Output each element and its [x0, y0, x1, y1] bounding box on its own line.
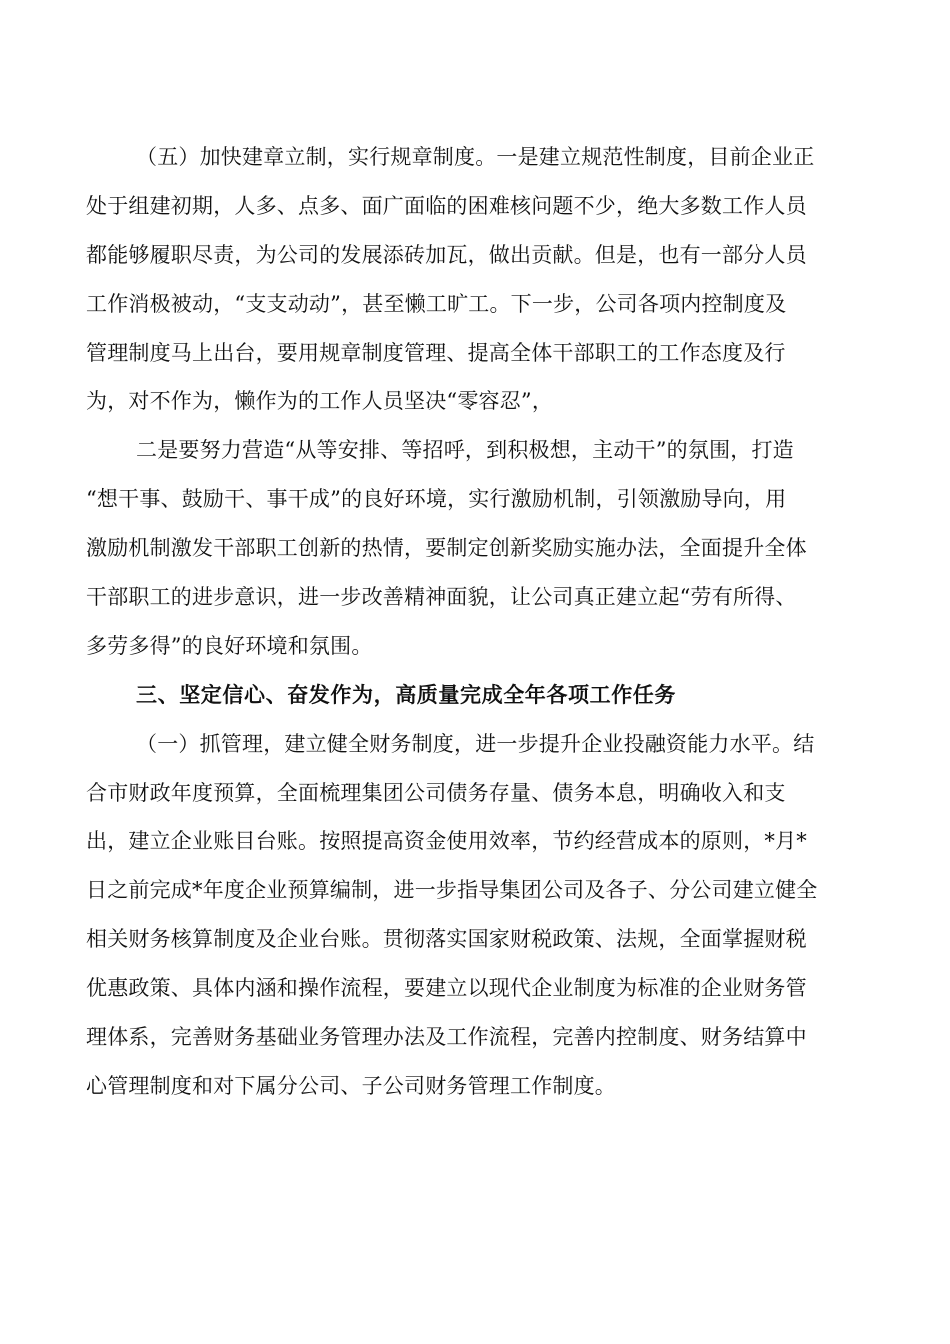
paragraph-line: 相关财务核算制度及企业台账。贯彻落实国家财税政策、法规，全面掌握财税 — [86, 927, 807, 952]
paragraph-line: “想干事、鼓励干、事干成”的良好环境，实行激励机制，引领激励导向，用 — [86, 487, 787, 512]
paragraph-line: 都能够履职尽责，为公司的发展添砖加瓦，做出贡献。但是，也有一部分人员 — [86, 242, 807, 267]
paragraph-line: 出，建立企业账目台账。按照提高资金使用效率，节约经营成本的原则，*月* — [86, 829, 807, 854]
document-body — [86, 133, 866, 1111]
paragraph-line: 优惠政策、具体内涵和操作流程，要建立以现代企业制度为标准的企业财务管 — [86, 976, 807, 1001]
paragraph-line: 为，对不作为，懒作为的工作人员坚决“零容忍”， — [86, 389, 554, 414]
paragraph-line: 合市财政年度预算，全面梳理集团公司债务存量、债务本息，明确收入和支 — [86, 780, 786, 805]
paragraph-line: 二是要努力营造“从等安排、等招呼，到积极想，主动干”的氛围，打造 — [136, 438, 794, 463]
paragraph-line: （一）抓管理，建立健全财务制度，进一步提升企业投融资能力水平。结 — [136, 731, 815, 756]
section-heading: 三、坚定信心、奋发作为，高质量完成全年各项工作任务 — [136, 682, 676, 707]
paragraph-line: 干部职工的进步意识，进一步改善精神面貌，让公司真正建立起“劳有所得、 — [86, 585, 797, 610]
paragraph-line: 工作消极被动，“支支动动”，甚至懒工旷工。下一步，公司各项内控制度及 — [86, 291, 787, 316]
paragraph-line: 处于组建初期，人多、点多、面广面临的困难核问题不少，绝大多数工作人员 — [86, 193, 807, 218]
paragraph-line: 心管理制度和对下属分公司、子公司财务管理工作制度。 — [86, 1073, 616, 1098]
paragraph-line: 多劳多得”的良好环境和氛围。 — [86, 633, 373, 658]
paragraph-line: （五）加快建章立制，实行规章制度。一是建立规范性制度，目前企业正 — [136, 145, 815, 169]
paragraph-line: 理体系，完善财务基础业务管理办法及工作流程，完善内控制度、财务结算中 — [86, 1025, 807, 1050]
paragraph-line: 激励机制激发干部职工创新的热情，要制定创新奖励实施办法，全面提升全体 — [86, 536, 807, 561]
paragraph-line: 管理制度马上出台，要用规章制度管理、提高全体干部职工的工作态度及行 — [86, 340, 786, 365]
paragraph-line: 日之前完成*年度企业预算编制，进一步指导集团公司及各子、分公司建立健全 — [86, 878, 818, 903]
